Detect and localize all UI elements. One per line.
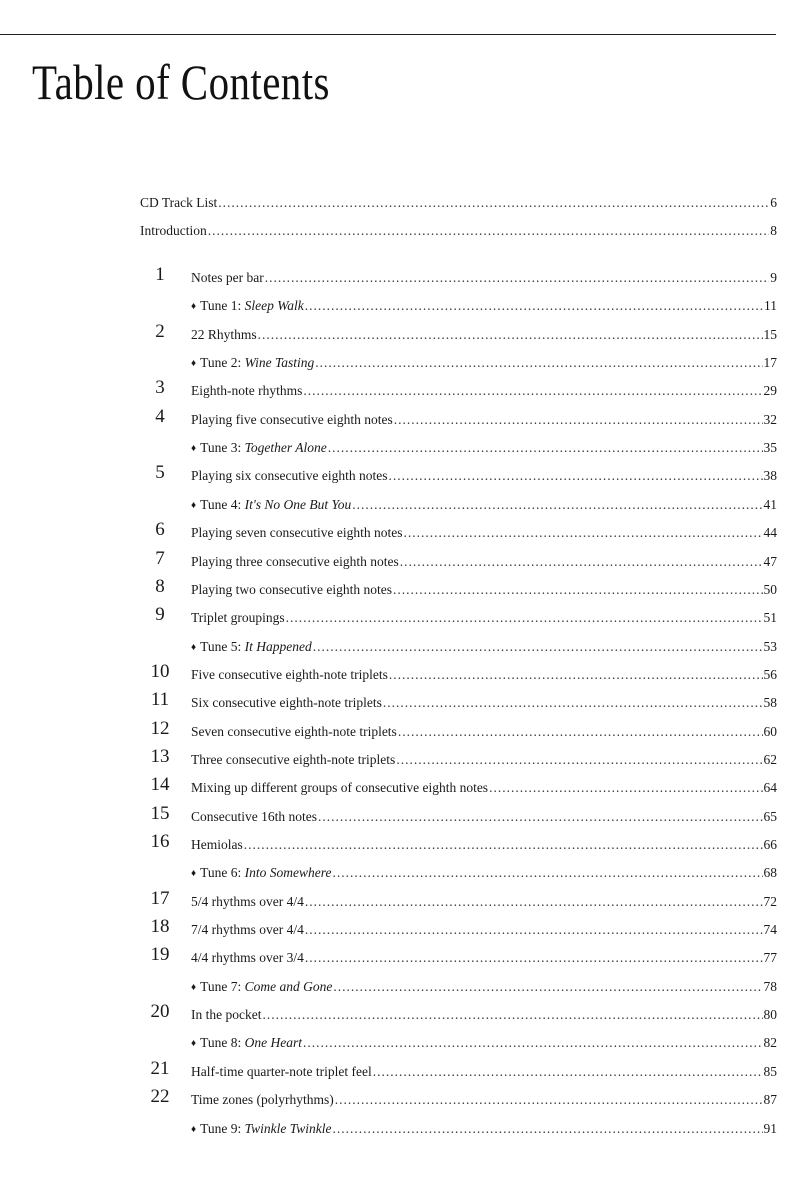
toc-entry-label: Playing two consecutive eighth notes bbox=[191, 582, 392, 597]
toc-page-number: 6 bbox=[770, 195, 777, 210]
dot-leader bbox=[318, 807, 763, 827]
toc-entry-label: 5/4 rhythms over 4/4 bbox=[191, 894, 304, 909]
toc-entry-label: Playing five consecutive eighth notes bbox=[191, 412, 393, 427]
page-title: Table of Contents bbox=[32, 54, 330, 110]
chapter-number: 10 bbox=[150, 661, 170, 682]
toc-chapter-entry[interactable] bbox=[191, 948, 777, 968]
toc-front-matter-introduction[interactable] bbox=[140, 221, 777, 241]
dot-leader bbox=[262, 1005, 762, 1025]
toc-entry-label: Hemiolas bbox=[191, 837, 243, 852]
dot-leader bbox=[328, 438, 763, 458]
toc-entry-label: Time zones (polyrhythms) bbox=[191, 1092, 334, 1107]
dot-leader bbox=[396, 750, 762, 770]
toc-page-number: 85 bbox=[763, 1064, 777, 1079]
tune-title: Sleep Walk bbox=[244, 298, 304, 313]
toc-entry-label: Consecutive 16th notes bbox=[191, 809, 317, 824]
toc-page-number: 77 bbox=[763, 950, 777, 965]
dot-leader bbox=[208, 221, 770, 241]
dot-leader bbox=[313, 637, 763, 657]
toc-chapter-entry[interactable] bbox=[191, 268, 777, 288]
toc-page-number: 32 bbox=[763, 412, 777, 427]
tune-title: It Happened bbox=[244, 639, 312, 654]
toc-chapter-entry[interactable] bbox=[191, 1062, 777, 1082]
dot-leader bbox=[333, 1119, 763, 1139]
toc-entry-label: Triplet groupings bbox=[191, 610, 285, 625]
toc-entry-label bbox=[191, 863, 331, 885]
toc-tune-entry[interactable] bbox=[191, 495, 777, 515]
toc-entry-label bbox=[191, 296, 304, 318]
toc-chapter-entry[interactable] bbox=[191, 665, 777, 685]
toc-entry-label: 22 Rhythms bbox=[191, 327, 257, 342]
dot-leader bbox=[305, 948, 763, 968]
toc-page-number: 41 bbox=[763, 497, 777, 512]
dot-leader bbox=[388, 466, 762, 486]
toc-page-number: 8 bbox=[770, 223, 777, 238]
toc-chapter-entry[interactable] bbox=[191, 381, 777, 401]
toc-page-number: 53 bbox=[763, 639, 777, 654]
toc-entry-label bbox=[191, 1119, 332, 1141]
tune-prefix: Tune 5: bbox=[200, 639, 245, 654]
tune-title: Together Alone bbox=[244, 440, 327, 455]
tune-title: It's No One But You bbox=[244, 497, 352, 512]
toc-page-number: 87 bbox=[763, 1092, 777, 1107]
toc-page-number: 11 bbox=[764, 298, 777, 313]
toc-entry-label: Introduction bbox=[140, 223, 207, 238]
toc-page-number: 51 bbox=[763, 610, 777, 625]
toc-entry-label: In the pocket bbox=[191, 1007, 262, 1022]
toc-chapter-entry[interactable] bbox=[191, 325, 777, 345]
dot-leader bbox=[393, 580, 763, 600]
diamond-bullet-icon: ♦ bbox=[191, 301, 197, 312]
toc-entry-label: Notes per bar bbox=[191, 270, 264, 285]
toc-tune-entry[interactable] bbox=[191, 1119, 777, 1139]
toc-page-number: 60 bbox=[763, 724, 777, 739]
toc-chapter-entry[interactable] bbox=[191, 750, 777, 770]
chapter-number: 20 bbox=[150, 1001, 170, 1022]
diamond-bullet-icon: ♦ bbox=[191, 443, 197, 454]
dot-leader bbox=[305, 920, 763, 940]
dot-leader bbox=[258, 325, 763, 345]
dot-leader bbox=[352, 495, 762, 515]
toc-entry-label: Five consecutive eighth-note triplets bbox=[191, 667, 388, 682]
toc-tune-entry[interactable] bbox=[191, 438, 777, 458]
toc-entry-label: Playing seven consecutive eighth notes bbox=[191, 525, 403, 540]
tune-prefix: Tune 4: bbox=[200, 497, 245, 512]
chapter-number: 22 bbox=[150, 1086, 170, 1107]
toc-chapter-entry[interactable] bbox=[191, 835, 777, 855]
toc-entry-label: Mixing up different groups of consecutive eighth notes bbox=[191, 780, 489, 795]
toc-chapter-entry[interactable] bbox=[191, 1005, 777, 1025]
toc-entry-label: Six consecutive eighth-note triplets bbox=[191, 695, 382, 710]
toc-page-number: 65 bbox=[763, 809, 777, 824]
toc-chapter-entry[interactable] bbox=[191, 722, 777, 742]
tune-title: Come and Gone bbox=[244, 979, 333, 994]
toc-page-number: 29 bbox=[763, 383, 777, 398]
tune-title: Twinkle Twinkle bbox=[244, 1121, 332, 1136]
dot-leader bbox=[398, 722, 763, 742]
toc-chapter-entry[interactable] bbox=[191, 552, 777, 572]
toc-page-number: 78 bbox=[763, 979, 777, 994]
toc-page-number: 38 bbox=[763, 468, 777, 483]
dot-leader bbox=[383, 693, 763, 713]
tune-prefix: Tune 2: bbox=[200, 355, 245, 370]
dot-leader bbox=[303, 1033, 763, 1053]
toc-page-number: 58 bbox=[763, 695, 777, 710]
toc-entry-label bbox=[191, 438, 327, 460]
dot-leader bbox=[244, 835, 763, 855]
toc-page-number: 72 bbox=[763, 894, 777, 909]
toc-entry-label bbox=[191, 637, 312, 659]
toc-page-number: 44 bbox=[763, 525, 777, 540]
toc-page-number: 66 bbox=[763, 837, 777, 852]
diamond-bullet-icon: ♦ bbox=[191, 642, 197, 653]
dot-leader bbox=[315, 353, 762, 373]
toc-entry-label bbox=[191, 495, 351, 517]
tune-prefix: Tune 7: bbox=[200, 979, 245, 994]
toc-page-number: 35 bbox=[763, 440, 777, 455]
tune-title: One Heart bbox=[244, 1035, 302, 1050]
toc-chapter-entry[interactable] bbox=[191, 580, 777, 600]
chapter-number: 15 bbox=[150, 803, 170, 824]
dot-leader bbox=[335, 1090, 763, 1110]
toc-page-number: 80 bbox=[763, 1007, 777, 1022]
toc-chapter-entry[interactable] bbox=[191, 523, 777, 543]
toc-page-number: 9 bbox=[770, 270, 777, 285]
toc-chapter-entry[interactable] bbox=[191, 410, 777, 430]
dot-leader bbox=[265, 268, 770, 288]
chapter-number: 18 bbox=[150, 916, 170, 937]
toc-page-number: 15 bbox=[763, 327, 777, 342]
chapter-number: 4 bbox=[155, 406, 165, 427]
toc-entry-label bbox=[191, 1033, 302, 1055]
toc-page-number: 68 bbox=[763, 865, 777, 880]
diamond-bullet-icon: ♦ bbox=[191, 1038, 197, 1049]
toc-tune-entry[interactable] bbox=[191, 1033, 777, 1053]
toc-chapter-entry[interactable] bbox=[191, 1090, 777, 1110]
toc-chapter-entry[interactable] bbox=[191, 778, 777, 798]
toc-entry-label: Playing six consecutive eighth notes bbox=[191, 468, 388, 483]
toc-entry-label: Seven consecutive eighth-note triplets bbox=[191, 724, 397, 739]
toc-page-number: 17 bbox=[763, 355, 777, 370]
toc-chapter-entry[interactable] bbox=[191, 693, 777, 713]
dot-leader bbox=[286, 608, 763, 628]
toc-page-number: 64 bbox=[763, 780, 777, 795]
chapter-number: 12 bbox=[150, 718, 170, 739]
toc-chapter-entry[interactable] bbox=[191, 466, 777, 486]
tune-title: Into Somewhere bbox=[244, 865, 332, 880]
toc-tune-entry[interactable] bbox=[191, 353, 777, 373]
chapter-number: 1 bbox=[155, 264, 165, 285]
dot-leader bbox=[332, 863, 762, 883]
toc-page-number: 74 bbox=[763, 922, 777, 937]
toc-front-matter-cd-track-list[interactable] bbox=[140, 193, 777, 213]
diamond-bullet-icon: ♦ bbox=[191, 982, 197, 993]
toc-tune-entry[interactable] bbox=[191, 296, 777, 316]
tune-prefix: Tune 1: bbox=[200, 298, 245, 313]
diamond-bullet-icon: ♦ bbox=[191, 868, 197, 879]
chapter-number: 2 bbox=[155, 321, 165, 342]
toc-page-number: 62 bbox=[763, 752, 777, 767]
chapter-number: 14 bbox=[150, 774, 170, 795]
toc-entry-label: Three consecutive eighth-note triplets bbox=[191, 752, 396, 767]
chapter-number: 17 bbox=[150, 888, 170, 909]
dot-leader bbox=[389, 665, 763, 685]
toc-chapter-entry[interactable] bbox=[191, 920, 777, 940]
chapter-number: 3 bbox=[155, 377, 165, 398]
chapter-number: 7 bbox=[155, 548, 165, 569]
toc-tune-entry[interactable] bbox=[191, 863, 777, 883]
toc-chapter-entry[interactable] bbox=[191, 892, 777, 912]
toc-entry-label: Eighth-note rhythms bbox=[191, 383, 303, 398]
chapter-number: 11 bbox=[150, 689, 170, 710]
toc-entry-label bbox=[191, 353, 314, 375]
toc-tune-entry[interactable] bbox=[191, 977, 777, 997]
dot-leader bbox=[400, 552, 763, 572]
chapter-number: 19 bbox=[150, 944, 170, 965]
dot-leader bbox=[333, 977, 762, 997]
toc-page-number: 56 bbox=[763, 667, 777, 682]
dot-leader bbox=[394, 410, 763, 430]
chapter-number: 16 bbox=[150, 831, 170, 852]
toc-entry-label: Playing three consecutive eighth notes bbox=[191, 554, 399, 569]
toc-entry-label bbox=[191, 977, 332, 999]
tune-prefix: Tune 6: bbox=[200, 865, 245, 880]
dot-leader bbox=[218, 193, 769, 213]
dot-leader bbox=[403, 523, 762, 543]
toc-entry-label: Half-time quarter-note triplet feel bbox=[191, 1064, 372, 1079]
tune-title: Wine Tasting bbox=[244, 355, 315, 370]
toc-chapter-entry[interactable] bbox=[191, 608, 777, 628]
chapter-number: 5 bbox=[155, 462, 165, 483]
toc-page-number: 91 bbox=[763, 1121, 777, 1136]
toc-entry-label: CD Track List bbox=[140, 195, 218, 210]
dot-leader bbox=[303, 381, 762, 401]
dot-leader bbox=[305, 296, 763, 316]
dot-leader bbox=[373, 1062, 763, 1082]
tune-prefix: Tune 8: bbox=[200, 1035, 245, 1050]
dot-leader bbox=[305, 892, 763, 912]
chapter-number: 9 bbox=[155, 604, 165, 625]
toc-page-number: 50 bbox=[763, 582, 777, 597]
toc-chapter-entry[interactable] bbox=[191, 807, 777, 827]
dot-leader bbox=[489, 778, 762, 798]
toc-entry-label: 7/4 rhythms over 4/4 bbox=[191, 922, 304, 937]
tune-prefix: Tune 9: bbox=[200, 1121, 245, 1136]
toc-entry-label: 4/4 rhythms over 3/4 bbox=[191, 950, 304, 965]
diamond-bullet-icon: ♦ bbox=[191, 500, 197, 511]
chapter-number: 21 bbox=[150, 1058, 170, 1079]
chapter-number: 13 bbox=[150, 746, 170, 767]
chapter-number: 6 bbox=[155, 519, 165, 540]
diamond-bullet-icon: ♦ bbox=[191, 358, 197, 369]
diamond-bullet-icon: ♦ bbox=[191, 1124, 197, 1135]
toc-page-number: 82 bbox=[763, 1035, 777, 1050]
chapter-number: 8 bbox=[155, 576, 165, 597]
toc-page-number: 47 bbox=[763, 554, 777, 569]
toc-tune-entry[interactable] bbox=[191, 637, 777, 657]
tune-prefix: Tune 3: bbox=[200, 440, 245, 455]
